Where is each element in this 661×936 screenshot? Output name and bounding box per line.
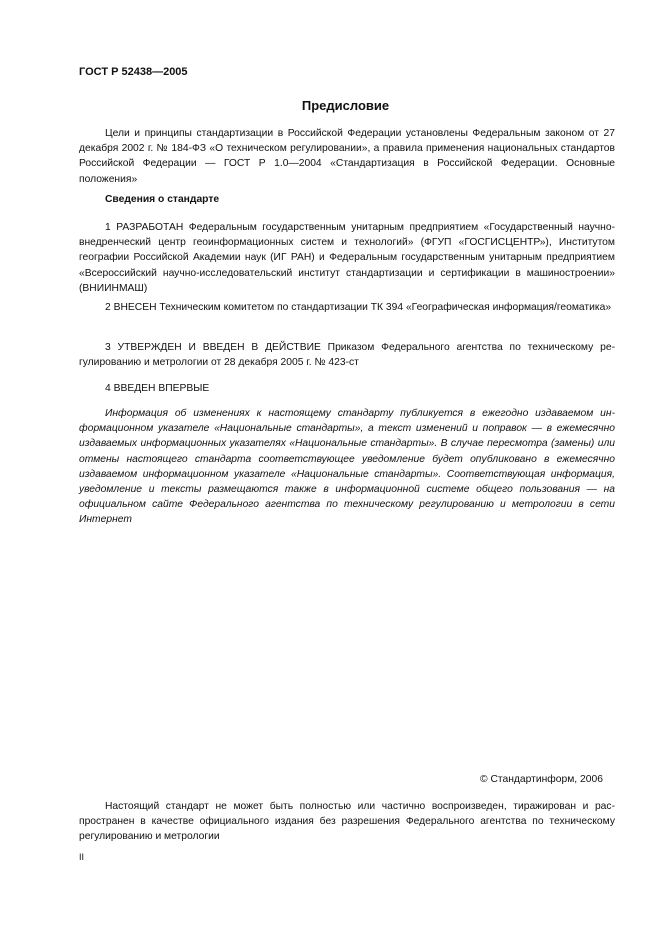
notice-paragraph: Информация об изменениях к настоящему стандарту публикуется в ежегодно издаваемом информационном указателе «Национальные стандарты», а текст изменений и поправок — в ежемесячно издаваемых информационных указателях «Национальные стандарты». В случае пересмотра (замены) или отмены настоящего стандарта соответствующее уведомление будет опубликовано в ежемесячно издаваемом информационном указателе «Национальные стандарты». Соответствующая информация, уведомление и тексты размещаются также в информационной системе общего пользования — на официальном сайте Федерального агентства по техническому регулированию и метрологии в сети Интернет	[79, 408, 615, 526]
copyright-line: © Стандартинформ, 2006	[480, 774, 603, 785]
document-header-id: ГОСТ Р 52438—2005	[79, 66, 188, 78]
item-introduced: 2 ВНЕСЕН Техническим комитетом по стандартизации ТК 394 «Географическая информация/геоматика»	[105, 302, 612, 313]
item-approved: 3 УТВЕРЖДЕН И ВВЕДЕН В ДЕЙСТВИЕ Приказом Федерального агентства по техническому регулированию и метрологии от 28 декабря 2005 г. № 423-ст	[79, 342, 615, 369]
reproduction-paragraph: Настоящий стандарт не может быть полностью или частично воспроизведен, тиражирован и распространен в качестве официального издания без разрешения Федерального агентства по техническому регулированию и метрологии	[79, 801, 615, 843]
intro-paragraph: Цели и принципы стандартизации в Российской Федерации установлены Федеральным законом от 27 декабря 2002 г. № 184-ФЗ «О техническом регулировании», а правила применения национальных стандартов Российской Федерации — ГОСТ Р 1.0—2004 «Стандартизация в Российской Федерации. Основные положения»	[79, 128, 615, 185]
item-first-introduced: 4 ВВЕДЕН ВПЕРВЫЕ	[105, 383, 210, 394]
page-number: II	[79, 852, 85, 862]
item-developed: 1 РАЗРАБОТАН Федеральным государственным унитарным предприятием «Государственный научно-внедренческий центр геоинформационных систем и технологий» (ФГУП «ГОСГИСЦЕНТР»), Институтом географии Российской Академии наук (ИГ РАН) и Федеральным государственным унитарным предприятием «Всероссийский научно-исследовательский институт стандартизации и сертификации в машиностроении» (ВНИИНМАШ)	[79, 222, 615, 294]
page-title: Предисловие	[301, 98, 390, 113]
section-title: Сведения о стандарте	[105, 194, 220, 205]
